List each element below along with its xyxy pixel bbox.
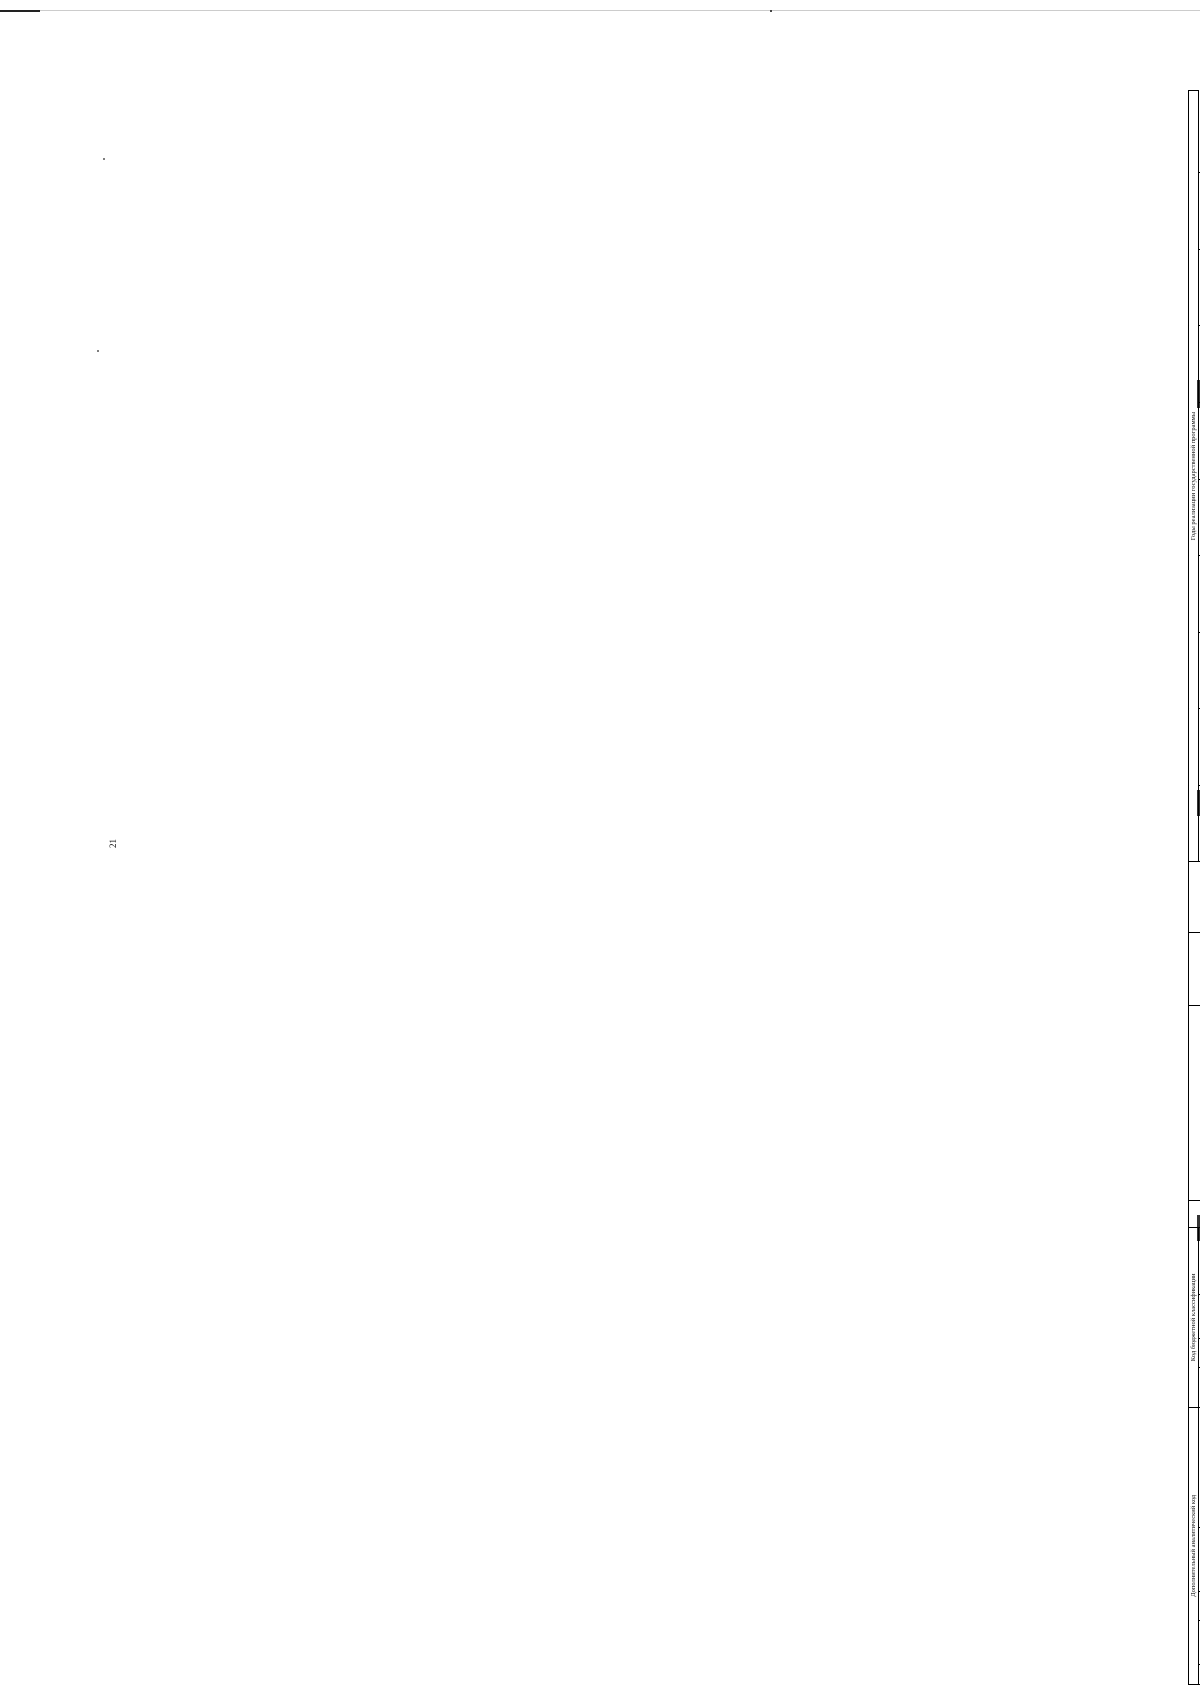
scan-dot bbox=[97, 350, 99, 352]
header-analytic-code: Дополнительный аналитический код bbox=[1189, 1407, 1199, 1684]
scan-speck bbox=[770, 10, 772, 12]
rotated-table-container bbox=[1188, 90, 1200, 1685]
header-name bbox=[1189, 1006, 1200, 1201]
program-table bbox=[1188, 90, 1200, 1685]
header-years-group: Годы реализации государственной программы bbox=[1189, 91, 1199, 862]
header-base-year bbox=[1189, 862, 1200, 933]
scan-dot bbox=[103, 158, 105, 160]
scan-top-left-mark bbox=[0, 10, 40, 12]
header-code-aip bbox=[1189, 1201, 1200, 1228]
header-budget-code: Код бюджетной классификации bbox=[1189, 1228, 1199, 1408]
scan-top-line bbox=[0, 10, 1200, 11]
page-number: 21 bbox=[108, 839, 118, 848]
header-row-1 bbox=[1189, 91, 1199, 1685]
header-unit bbox=[1189, 933, 1200, 1006]
